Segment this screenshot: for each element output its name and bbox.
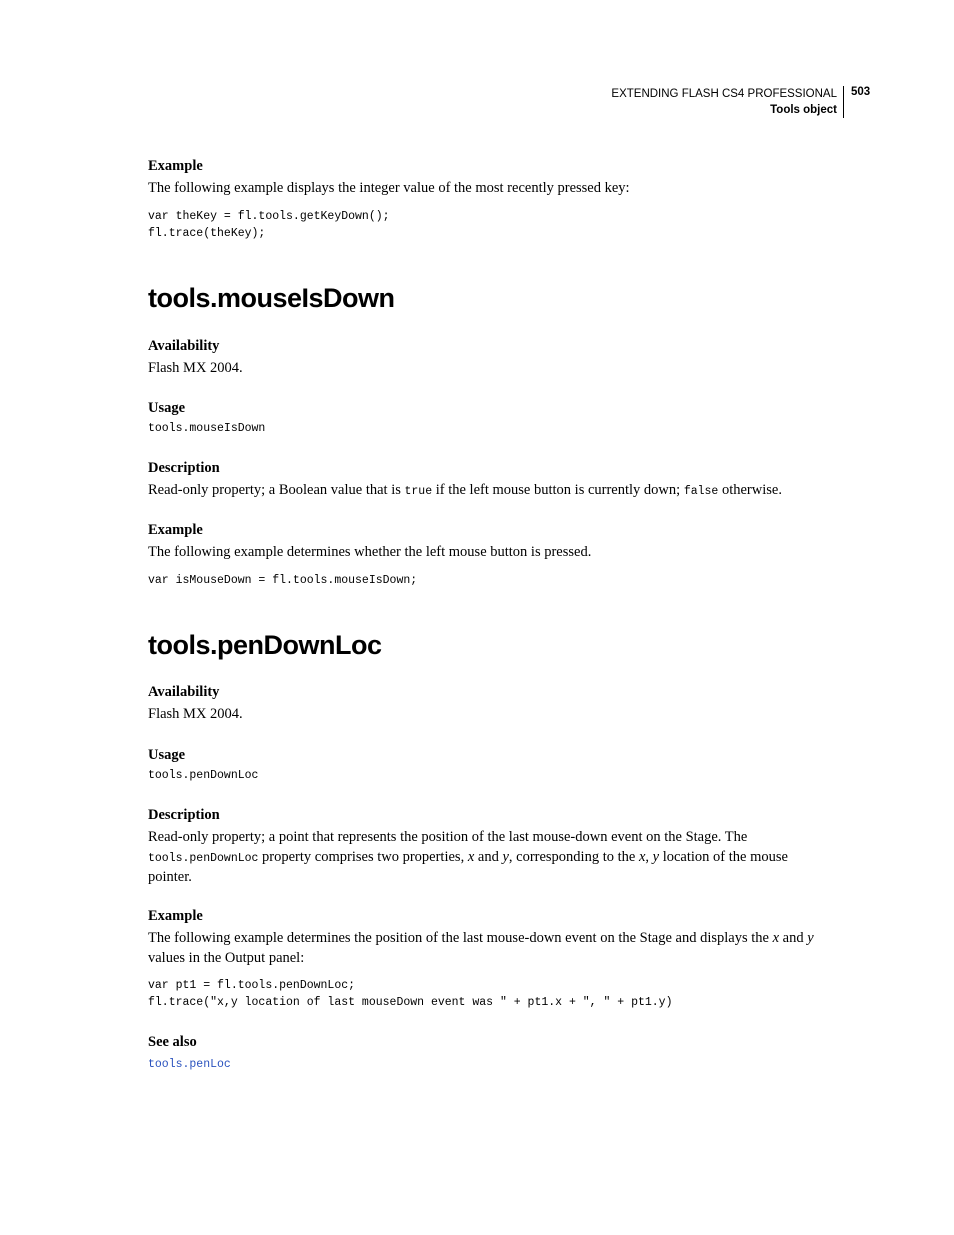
usage-heading: Usage <box>148 400 186 416</box>
var-x: x <box>467 848 475 865</box>
description-text <box>148 481 838 502</box>
example-text: The following example displays the integer value of the most recently pressed key: <box>148 180 630 196</box>
code-block: var isMouseDown = fl.tools.mouseIsDown; <box>148 574 418 587</box>
desc-part: if the left mouse button is currently down; <box>432 482 684 498</box>
section-title: Tools object <box>770 104 837 116</box>
see-also-link[interactable]: tools.penLoc <box>148 1058 231 1071</box>
desc-part: , corresponding to the <box>508 848 639 865</box>
example-text: The following example determines whether the left mouse button is pressed. <box>148 544 592 560</box>
desc-part: location of the mouse <box>659 848 788 865</box>
inline-code-true: true <box>404 485 433 498</box>
usage-code: tools.penDownLoc <box>148 769 259 782</box>
desc-part: Read-only property; a Boolean value that is <box>148 482 405 498</box>
section-title-pendownloc: tools.penDownLoc <box>148 630 382 660</box>
example-line <box>148 929 838 949</box>
page-number: 503 <box>851 86 871 98</box>
var-y: y <box>652 848 660 865</box>
example-text <box>148 929 838 968</box>
availability-heading: Availability <box>148 338 220 354</box>
desc-line <box>148 848 838 869</box>
description-heading: Description <box>148 807 220 823</box>
availability-heading: Availability <box>148 684 220 700</box>
desc-part: otherwise. <box>718 482 782 498</box>
desc-line: pointer. <box>148 869 192 885</box>
desc-line: Read-only property; a point that represents the position of the last mouse-down event on the Stage. The <box>148 829 748 845</box>
usage-code: tools.mouseIsDown <box>148 422 266 435</box>
desc-part: , <box>645 848 653 865</box>
code-block: var pt1 = fl.tools.penDownLoc; fl.trace("x,y location of last mouseDown event was " + pt1.x + ", " + pt1.y) <box>148 979 673 1009</box>
desc-part: property comprises two properties, <box>258 848 468 865</box>
example-heading: Example <box>148 908 203 924</box>
example-part: The following example determines the position of the last mouse-down event on the Stage and displays the <box>148 930 773 946</box>
example-heading: Example <box>148 158 203 174</box>
usage-heading: Usage <box>148 747 186 763</box>
inline-code-false: false <box>683 485 719 498</box>
availability-text: Flash MX 2004. <box>148 360 243 376</box>
var-x: x <box>638 848 646 865</box>
running-header <box>611 86 844 118</box>
description-heading: Description <box>148 460 220 476</box>
var-y: y <box>807 930 814 946</box>
code-block: var theKey = fl.tools.getKeyDown(); fl.trace(theKey); <box>148 210 390 240</box>
var-x: x <box>772 930 780 946</box>
see-also-heading: See also <box>148 1034 197 1050</box>
example-part: and <box>779 930 808 946</box>
availability-text: Flash MX 2004. <box>148 706 243 722</box>
section-title-mouseisdown: tools.mouseIsDown <box>148 283 395 313</box>
description-text <box>148 828 838 888</box>
example-line: values in the Output panel: <box>148 949 305 966</box>
var-y: y <box>502 848 509 865</box>
inline-code: tools.penDownLoc <box>148 851 259 865</box>
example-heading: Example <box>148 522 203 538</box>
desc-part: and <box>474 848 503 865</box>
book-title: EXTENDING FLASH CS4 PROFESSIONAL <box>611 88 837 100</box>
